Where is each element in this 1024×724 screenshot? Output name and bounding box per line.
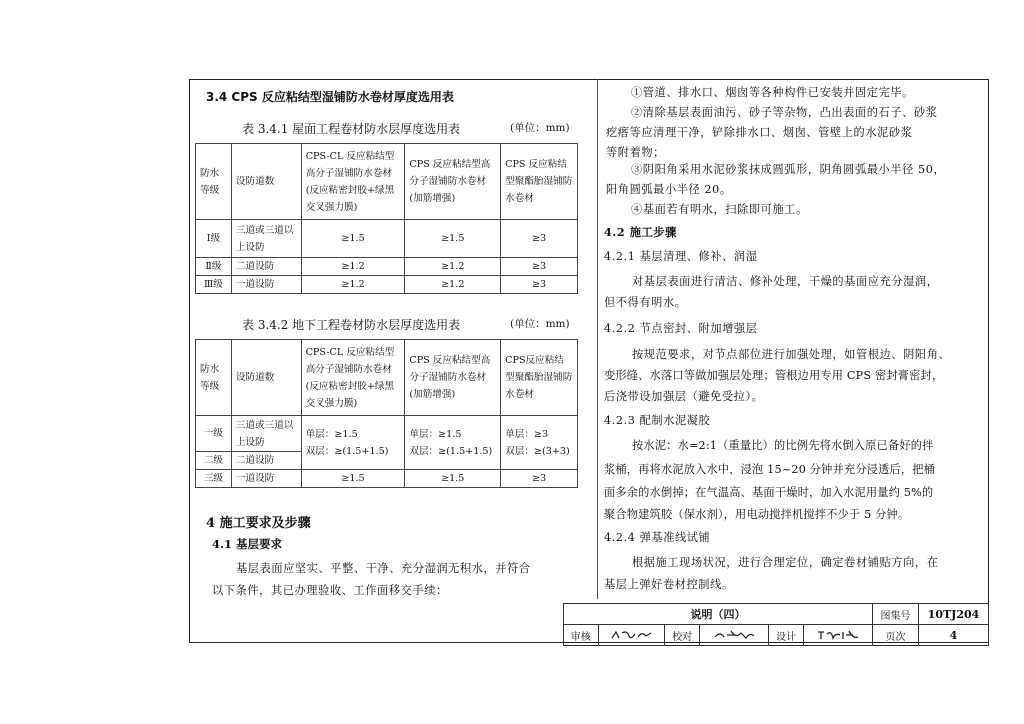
paragraph-line: 浆桶，再将水泥放入水中，浸泡 15~20 分钟并充分浸透后，把桶 [604,463,936,476]
title-block [563,603,989,646]
table-cell: ≥1.2 [405,258,501,276]
paragraph-line: 按水泥：水=2:1（重量比）的比例先将水倒入原已备好的拌 [632,439,934,452]
paragraph-line: 面多余的水倒掉；在气温高、基面干燥时，加入水泥用量约 5%的 [604,486,934,499]
table-header: 防水等级 [196,340,232,416]
paragraph-line: 变形缝、水落口等做加强层处理；管根边用专用 CPS 密封膏密封， [604,369,944,382]
check-signature [700,625,769,646]
table-cell: 二级 [196,452,232,470]
table-cell: 一级 [196,416,232,452]
table-header: 防水等级 [196,144,232,220]
table-header: CPS 反应粘结型高分子湿铺防水卷材(加筋增强) [405,340,501,416]
table-cell: ≥1.2 [405,276,501,294]
signature-icon [711,629,757,641]
paragraph-line: 以下条件，其已办理验收、工作面移交手续： [212,584,448,597]
table-cell: ≥1.5 [405,220,501,258]
section-4-2-4-title: 4.2.4 弹基准线试铺 [604,531,711,544]
paragraph-line: 但不得有明水。 [604,296,687,309]
table-header: 设防道数 [231,340,301,416]
table-cell: ≥1.5 [301,470,405,488]
design-label: 设计 [769,625,804,646]
table2-unit: (单位：mm) [510,318,570,330]
table-cell: Ⅱ级 [196,258,232,276]
section-4-title: 4 施工要求及步骤 [206,516,311,531]
condition-line: 疙瘩等应清理干净，铲除排水口、烟囱、管壁上的水泥砂浆 [606,126,913,139]
table-cell: 二道设防 [231,258,301,276]
design-signature [803,625,872,646]
atlas-number: 10TJ204 [919,604,989,625]
page-label: 页次 [872,625,918,646]
section-4-1-title: 4.1 基层要求 [212,537,283,551]
section-4-2-title: 4.2 施工步骤 [604,225,677,239]
table-cell: ≥1.2 [301,276,405,294]
table-cell: ≥3 [501,470,578,488]
paragraph-line: 基层表面应坚实、平整、干净、充分湿润无积水，并符合 [236,562,531,575]
paragraph-line: 根据施工现场状况，进行合理定位，确定卷材铺贴方向，在 [632,556,939,569]
table-cell: 三道或三道以上设防 [231,220,301,258]
condition-line: ①管道、排水口、烟囱等各种构件已安装并固定完毕。 [631,86,914,99]
page-number: 4 [919,625,989,646]
table-cell: ≥1.5 [405,470,501,488]
table-cell: 二道设防 [231,452,301,470]
section-3-4-title: 3.4 CPS 反应粘结型湿铺防水卷材厚度选用表 [206,90,454,104]
signature-icon [815,629,861,641]
table-underground-thickness [195,339,578,488]
condition-line: ④基面若有明水，扫除即可施工。 [631,203,808,216]
table-header: CPS 反应粘结型高分子湿铺防水卷材(加筋增强) [405,144,501,220]
section-4-2-1-title: 4.2.1 基层清理、修补、润湿 [604,250,758,263]
condition-line: 阳角圆弧最小半径 20。 [606,183,732,196]
section-4-2-2-title: 4.2.2 节点密封、附加增强层 [604,322,758,335]
table2-caption: 表 3.4.2 地下工程卷材防水层厚度选用表 [242,318,461,332]
drawing-title: 说明（四） [564,604,873,625]
check-label: 校对 [665,625,700,646]
signature-icon [609,629,655,641]
condition-line: ②清除基层表面油污、砂子等杂物，凸出表面的石子、砂浆 [631,106,938,119]
table-header: CPS-CL 反应粘结型高分子湿铺防水卷材(反应粘密封胶+绿黑交叉强力膜) [301,144,405,220]
section-4-2-3-title: 4.2.3 配制水泥凝胶 [604,414,711,427]
column-divider [597,79,598,599]
table-cell: 三级 [196,470,232,488]
table-header: CPS 反应粘结型聚酯胎湿铺防水卷材 [501,144,578,220]
table-cell: 单层：≥3 双层：≥(3+3) [501,416,578,470]
table1-unit: (单位：mm) [510,122,570,134]
table-cell: 一道设防 [231,470,301,488]
condition-line: 等附着物； [606,146,665,159]
table1-caption: 表 3.4.1 屋面工程卷材防水层厚度选用表 [242,122,461,136]
table-cell: ≥1.5 [301,220,405,258]
paragraph-line: 后浇带设加强层（避免受拉）。 [604,390,764,403]
table-cell: 三道或三道以上设防 [231,416,301,452]
table-header: 设防道数 [231,144,301,220]
paragraph-line: 按规范要求，对节点部位进行加强处理，如管根边、阴阳角、 [632,348,951,361]
atlas-number-label: 图集号 [872,604,918,625]
table-cell: 单层：≥1.5 双层：≥(1.5+1.5) [405,416,501,470]
paragraph-line: 对基层表面进行清洁、修补处理，干燥的基面应充分湿润， [632,275,939,288]
table-cell: ≥1.2 [301,258,405,276]
table-cell: ≥3 [501,258,578,276]
table-header: CPS-CL 反应粘结型高分子湿铺防水卷材(反应粘密封胶+绿黑交叉强力膜) [301,340,405,416]
paragraph-line: 基层上弹好卷材控制线。 [604,578,734,591]
table-cell: Ⅰ级 [196,220,232,258]
condition-line: ③阴阳角采用水泥砂浆抹成圆弧形，阴角圆弧最小半径 50， [631,163,946,176]
review-label: 审核 [564,625,599,646]
table-header: CPS反应粘结型聚酯胎湿铺防水卷材 [501,340,578,416]
table-cell: 单层：≥1.5 双层：≥(1.5+1.5) [301,416,405,470]
table-cell: Ⅲ级 [196,276,232,294]
paragraph-line: 聚合物建筑胶（保水剂），用电动搅拌机搅拌不少于 5 分钟。 [604,508,910,521]
review-signature [598,625,665,646]
table-cell: ≥3 [501,220,578,258]
table-cell: ≥3 [501,276,578,294]
table-roof-thickness [195,143,578,294]
table-cell: 一道设防 [231,276,301,294]
